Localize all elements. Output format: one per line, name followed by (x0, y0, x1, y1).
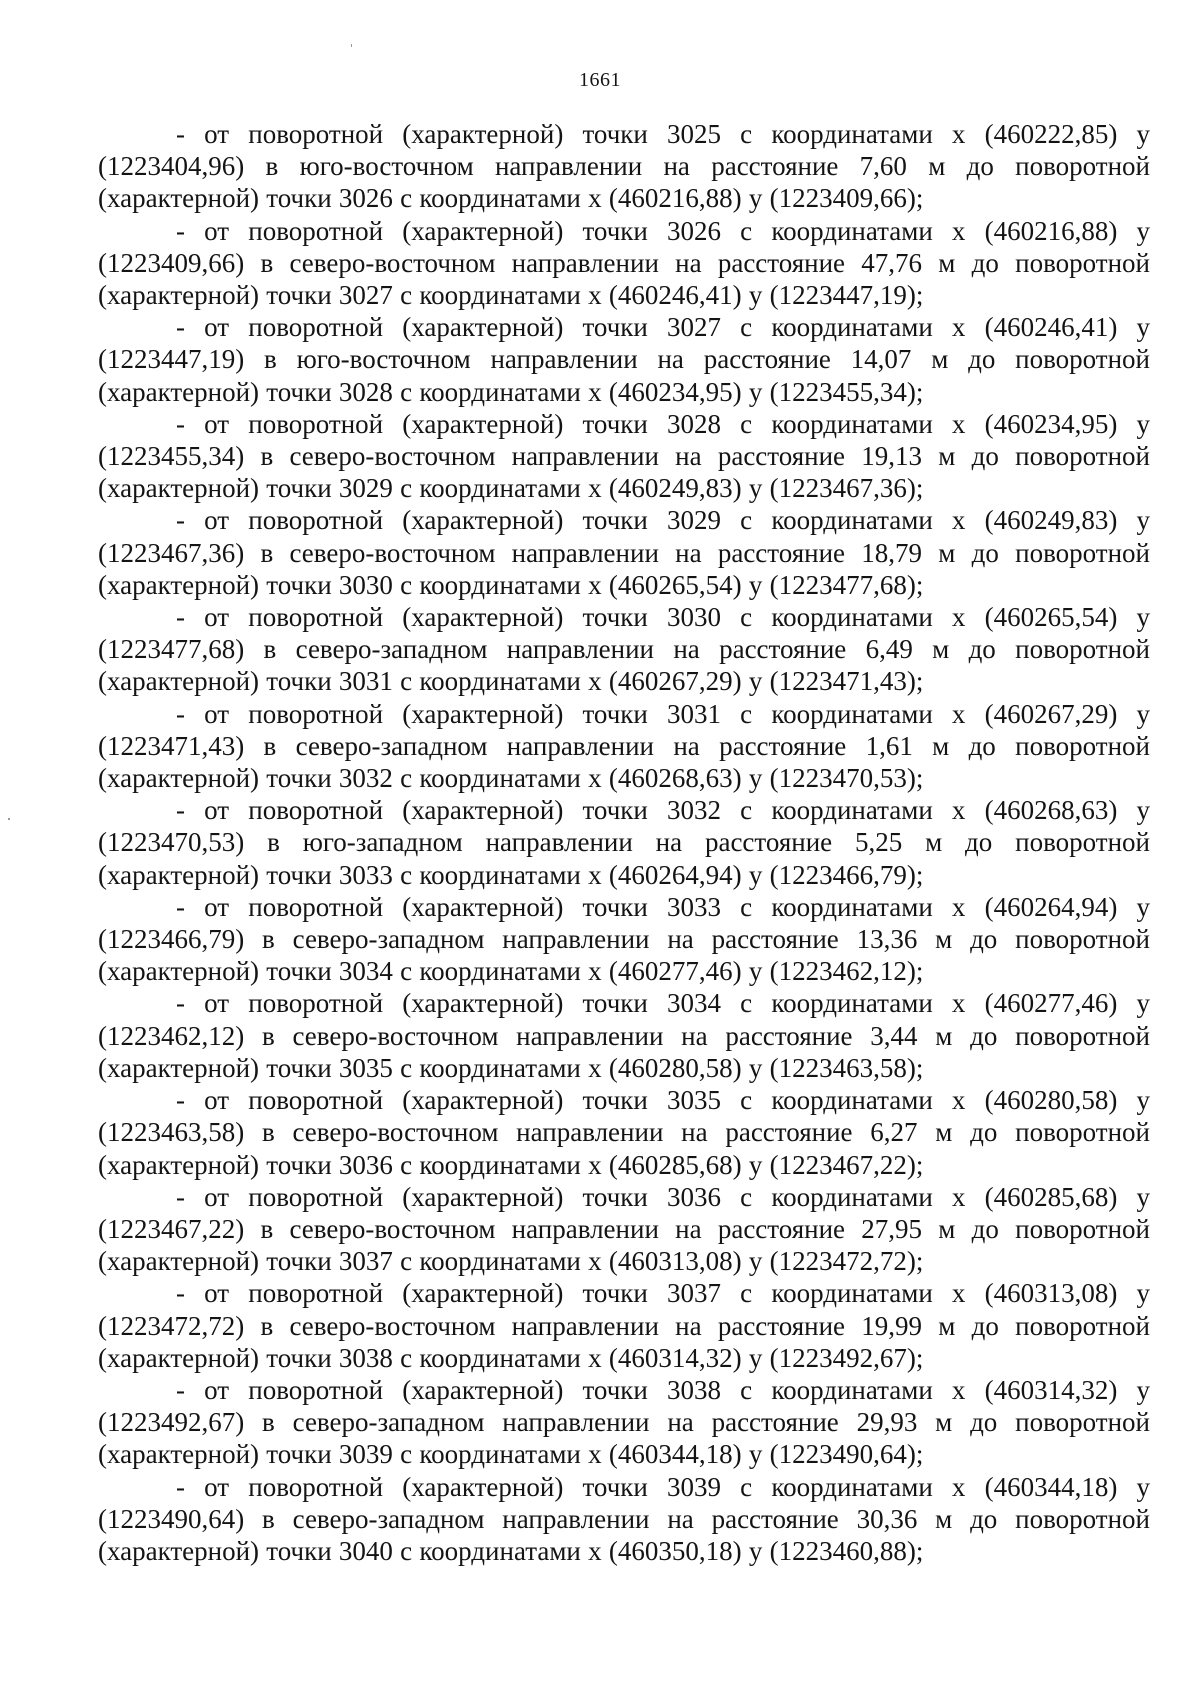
paragraph: - от поворотной (характерной) точки 3035 с координатами x (460280,58) y (1223463,58) в северо-восточном направлении на расстояние 6,27 м до поворотной (характерной) точки 3036 с координатами x (460285,68) y (1223467,22); (98, 1085, 1150, 1180)
paragraph: - от поворотной (характерной) точки 3038 с координатами x (460314,32) y (1223492,67) в северо-западном направлении на расстояние 29,93 м до поворотной (характерной) точки 3039 с координатами x (460344,18) y (1223490,64); (98, 1374, 1150, 1470)
paragraph: - от поворотной (характерной) точки 3027 с координатами x (460246,41) y (1223447,19) в юго-восточном направлении на расстояние 14,07 м до поворотной (характерной) точки 3028 с координатами x (460234,95) y (1223455,34); (98, 312, 1150, 407)
paragraph: - от поворотной (характерной) точки 3037 с координатами x (460313,08) y (1223472,72) в северо-восточном направлении на расстояние 19,99 м до поворотной (характерной) точки 3038 с координатами x (460314,32) y (1223492,67); (98, 1278, 1150, 1373)
paragraph: - от поворотной (характерной) точки 3039 с координатами x (460344,18) y (1223490,64) в северо-западном направлении на расстояние 30,36 м до поворотной (характерной) точки 3040 с координатами x (460350,18) y (1223460,88); (98, 1471, 1150, 1566)
paragraph: - от поворотной (характерной) точки 3025 с координатами x (460222,85) y (1223404,96) в юго-восточном направлении на расстояние 7,60 м до поворотной (характерной) точки 3026 с координатами x (460216,88) y (1223409,66); (98, 119, 1150, 214)
page-number: 1661 (579, 69, 621, 91)
paragraph: - от поворотной (характерной) точки 3031 с координатами x (460267,29) y (1223471,43) в северо-западном направлении на расстояние 1,61 м до поворотной (характерной) точки 3032 с координатами x (460268,63) y (1223470,53); (98, 698, 1150, 794)
scan-mark-top (351, 44, 352, 47)
paragraph: - от поворотной (характерной) точки 3033 с координатами x (460264,94) y (1223466,79) в северо-западном направлении на расстояние 13,36 м до поворотной (характерной) точки 3034 с координатами x (460277,46) y (1223462,12); (98, 891, 1150, 987)
paragraph: - от поворотной (характерной) точки 3028 с координатами x (460234,95) y (1223455,34) в северо-восточном направлении на расстояние 19,13 м до поворотной (характерной) точки 3029 с координатами x (460249,83) y (1223467,36); (98, 408, 1150, 504)
paragraph: - от поворотной (характерной) точки 3026 с координатами x (460216,88) y (1223409,66) в северо-восточном направлении на расстояние 47,76 м до поворотной (характерной) точки 3027 с координатами x (460246,41) y (1223447,19); (98, 215, 1150, 311)
paragraph: - от поворотной (характерной) точки 3032 с координатами x (460268,63) y (1223470,53) в юго-западном направлении на расстояние 5,25 м до поворотной (характерной) точки 3033 с координатами x (460264,94) y (1223466,79); (98, 795, 1150, 890)
scan-mark-left (8, 818, 10, 820)
paragraph: - от поворотной (характерной) точки 3036 с координатами x (460285,68) y (1223467,22) в северо-восточном направлении на расстояние 27,95 м до поворотной (характерной) точки 3037 с координатами x (460313,08) y (1223472,72); (98, 1181, 1150, 1277)
paragraph: - от поворотной (характерной) точки 3034 с координатами x (460277,46) y (1223462,12) в северо-восточном направлении на расстояние 3,44 м до поворотной (характерной) точки 3035 с координатами x (460280,58) y (1223463,58); (98, 988, 1150, 1083)
document-body (98, 118, 1150, 1567)
paragraph: - от поворотной (характерной) точки 3029 с координатами x (460249,83) y (1223467,36) в северо-восточном направлении на расстояние 18,79 м до поворотной (характерной) точки 3030 с координатами x (460265,54) y (1223477,68); (98, 505, 1150, 600)
paragraph: - от поворотной (характерной) точки 3030 с координатами x (460265,54) y (1223477,68) в северо-западном направлении на расстояние 6,49 м до поворотной (характерной) точки 3031 с координатами x (460267,29) y (1223471,43); (98, 602, 1150, 697)
